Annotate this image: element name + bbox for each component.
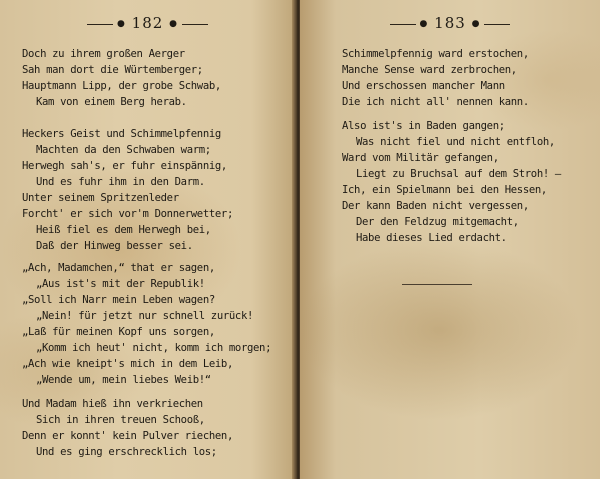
- end-rule: [402, 284, 472, 285]
- poem-line: „Soll ich Narr mein Leben wagen?: [22, 294, 215, 306]
- poem-line: „Wende um, mein liebes Weib!“: [36, 374, 211, 386]
- poem-line: Denn er konnt' kein Pulver riechen,: [22, 430, 233, 442]
- poem-line: Liegt zu Bruchsal auf dem Stroh! —: [356, 168, 561, 180]
- poem-line: Und erschossen mancher Mann: [342, 80, 505, 92]
- poem-line: Machten da den Schwaben warm;: [36, 144, 211, 156]
- poem-line: Doch zu ihrem großen Aerger: [22, 48, 185, 60]
- poem-line: „Aus ist's mit der Republik!: [36, 278, 205, 290]
- poem-line: Ich, ein Spielmann bei den Hessen,: [342, 184, 547, 196]
- poem-line: Sah man dort die Würtemberger;: [22, 64, 203, 76]
- poem-line: Die ich nicht all' nennen kann.: [342, 96, 529, 108]
- header-rule-left: [87, 24, 113, 25]
- poem-line: Und Madam hieß ihn verkriechen: [22, 398, 203, 410]
- right-page: [300, 0, 600, 479]
- header-rule-left: [390, 24, 416, 25]
- right-page-number: 183: [434, 14, 466, 32]
- poem-line: Und es fuhr ihm in den Darm.: [36, 176, 205, 188]
- poem-line: Kam von einem Berg herab.: [36, 96, 187, 108]
- poem-line: „Komm ich heut' nicht, komm ich morgen;: [36, 342, 272, 354]
- poem-line: Und es ging erschrecklich los;: [36, 446, 217, 458]
- poem-line: Der den Feldzug mitgemacht,: [356, 216, 519, 228]
- poem-line: Hauptmann Lipp, der grobe Schwab,: [22, 80, 221, 92]
- header-rule-right: [484, 24, 510, 25]
- left-page: [0, 0, 295, 479]
- poem-line: Manche Sense ward zerbrochen,: [342, 64, 517, 76]
- poem-line: Was nicht fiel und nicht entfloh,: [356, 136, 555, 148]
- right-page-header: ● 183 ●: [300, 14, 600, 32]
- header-rule-right: [182, 24, 208, 25]
- left-page-header: ● 182 ●: [0, 14, 295, 32]
- poem-line: Herwegh sah's, er fuhr einspännig,: [22, 160, 227, 172]
- poem-line: Ward vom Militär gefangen,: [342, 152, 499, 164]
- poem-line: Heckers Geist und Schimmelpfennig: [22, 128, 221, 140]
- poem-line: Sich in ihren treuen Schooß,: [36, 414, 205, 426]
- poem-line: Unter seinem Spritzenleder: [22, 192, 179, 204]
- poem-line: Schimmelpfennig ward erstochen,: [342, 48, 529, 60]
- poem-line: Heiß fiel es dem Herwegh bei,: [36, 224, 211, 236]
- poem-line: Daß der Hinweg besser sei.: [36, 240, 193, 252]
- poem-line: „Ach wie kneipt's mich in dem Leib,: [22, 358, 233, 370]
- poem-line: „Nein! für jetzt nur schnell zurück!: [36, 310, 254, 322]
- left-page-number: 182: [131, 14, 164, 32]
- poem-line: Forcht' er sich vor'm Donnerwetter;: [22, 208, 233, 220]
- poem-line: Habe dieses Lied erdacht.: [356, 232, 507, 244]
- poem-line: „Ach, Madamchen,“ that er sagen,: [22, 262, 215, 274]
- poem-line: Also ist's in Baden gangen;: [342, 120, 505, 132]
- poem-line: „Laß für meinen Kopf uns sorgen,: [22, 326, 215, 338]
- poem-line: Der kann Baden nicht vergessen,: [342, 200, 529, 212]
